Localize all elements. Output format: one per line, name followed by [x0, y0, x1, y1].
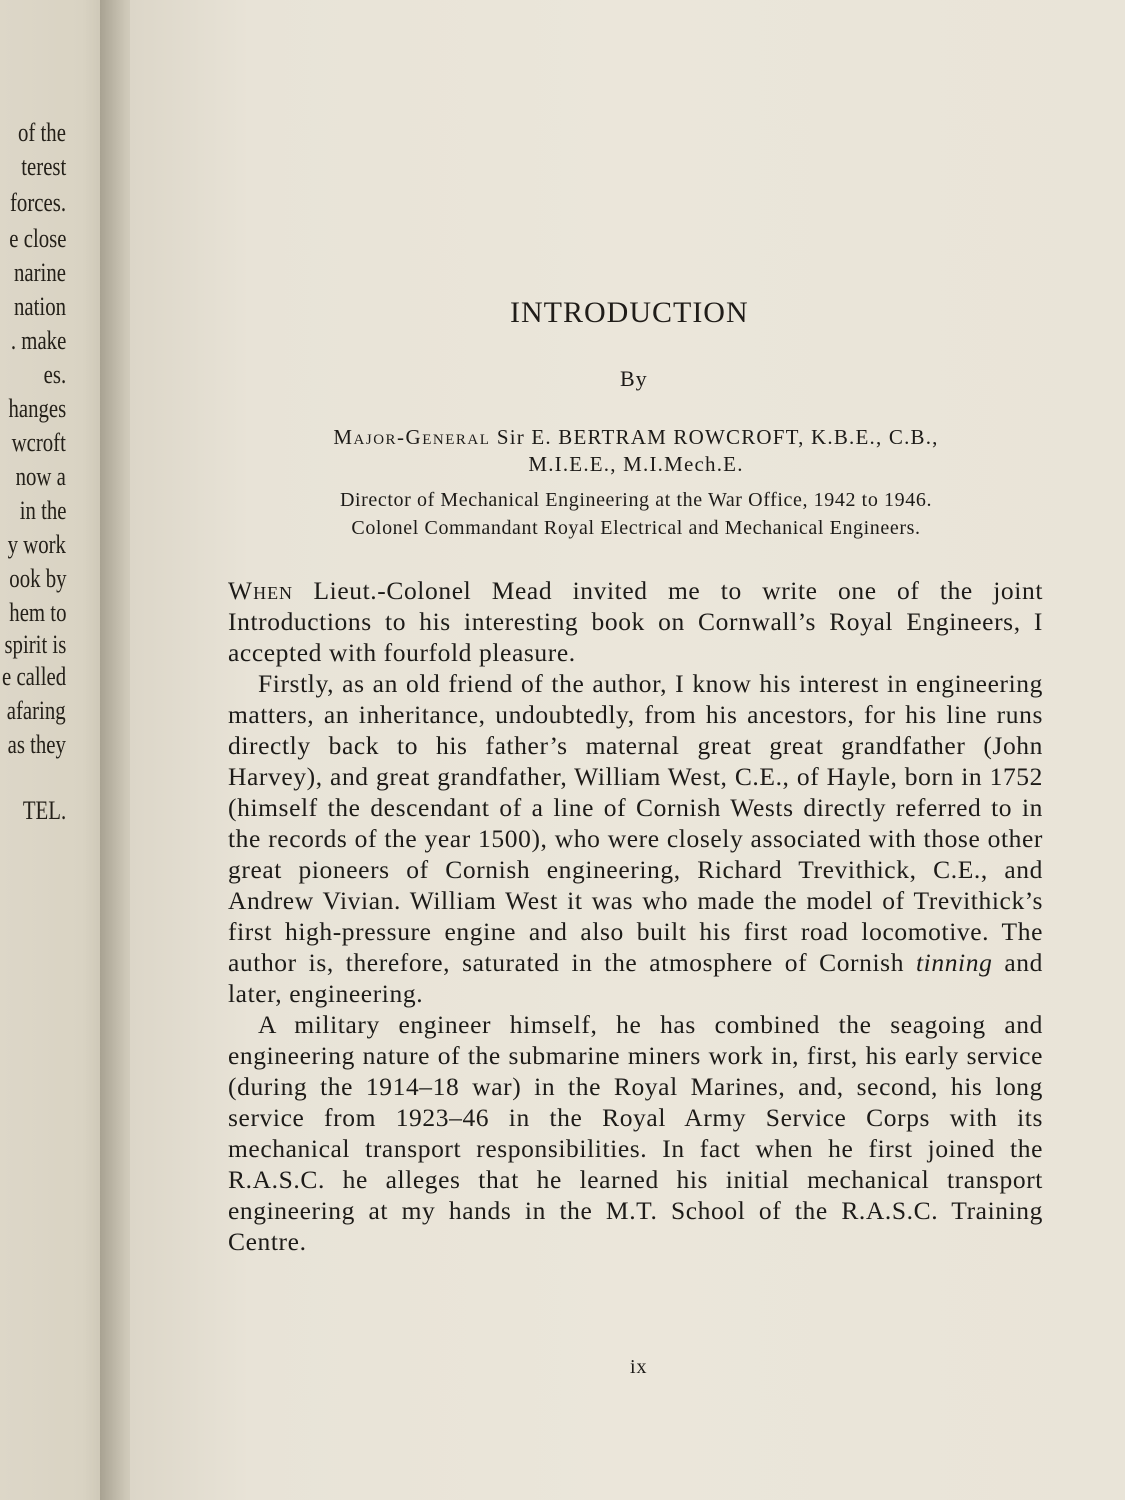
left-page-fragment: y work — [7, 530, 66, 559]
left-page-fragment: in the — [19, 496, 66, 525]
body-text — [228, 575, 1043, 1257]
paragraph-text: Lieut.-Colonel Mead invited me to write one of the joint Introductions to his interesting book on Cornwall’s Royal Engineers, I accepted with fourfold pleasure. — [228, 576, 1043, 667]
left-page-fragment: . make — [10, 326, 66, 355]
left-page-fragment: ook by — [8, 564, 66, 593]
author-qualifications: M.I.E.E., M.I.Mech.E. — [528, 452, 744, 476]
author-role-block — [226, 486, 1046, 542]
left-page-fragment: e close — [8, 224, 66, 253]
left-page-fragment: nation — [14, 292, 66, 321]
left-page-fragment: terest — [20, 152, 66, 181]
left-page-fragment: es. — [43, 360, 66, 389]
author-name: Sir E. BERTRAM ROWCROFT, K.B.E., C.B., — [496, 425, 939, 449]
left-page-fragment: afaring — [7, 696, 66, 725]
left-page-fragment: hanges — [8, 394, 66, 423]
left-page-fragment: spirit is — [4, 630, 66, 659]
author-role-line: Colonel Commandant Royal Electrical and Mechanical Engineers. — [351, 517, 921, 539]
byline-label: By — [620, 366, 648, 391]
paragraph-lead-word: When — [228, 576, 294, 605]
paragraph-text: Firstly, as an old friend of the author, I know his interest in engineering matters, an inheritance, undoubtedly, from his ancestors, for his line runs directly back to his father’s maternal great great grandfather (John Harvey), and great grandfather, William West, C.E., of Hayle, born in 1752 (himself the descendant of a line of Cornish Wests directly referred to in the records of the year 1500), who were closely associated with those other great pioneers of Cornish engineering, Richard Trevithick, C.E., and Andrew Vivian. William West it was who made the model of Trevithick’s first high-pressure engine and also built his first road locomotive. The author is, therefore, saturated in the atmosphere of Cornish — [228, 669, 1043, 977]
author-role-line: Director of Mechanical Engineering at the War Office, 1942 to 1946. — [339, 489, 933, 511]
paragraph: A military engineer himself, he has combined the seagoing and engineering nature of the submarine miners work in, first, his early service (during the 1914–18 war) in the Royal Marines, and, second, his long service from 1923–46 in the Royal Army Service Corps with its mechanical transport responsibilities. In fact when he first joined the R.A.S.C. he alleges that he learned his initial mechanical transport engineering at my hands in the M.T. School of the R.A.S.C. Training Centre. — [228, 1010, 1043, 1256]
left-page-fragment: e called — [1, 662, 66, 691]
author-block — [226, 424, 1046, 478]
paragraph-text: and later, engineering. — [228, 948, 1043, 1008]
left-page-fragment: hem to — [8, 598, 66, 627]
page-number: ix — [630, 1356, 648, 1378]
page-title: INTRODUCTION — [510, 296, 749, 329]
left-page-fragment: as they — [7, 730, 66, 759]
left-page-fragment: narine — [14, 258, 66, 287]
right-page — [130, 0, 1125, 1500]
left-page-fragment: TEL. — [22, 796, 66, 825]
left-page-fragment: wcroft — [11, 428, 66, 457]
author-line — [226, 424, 1046, 451]
left-page-fragment: now a — [15, 462, 66, 491]
left-page-fragment: of the — [18, 118, 66, 147]
paragraph — [228, 575, 1043, 668]
paragraph — [228, 668, 1043, 1009]
author-rank: Major-General — [333, 425, 491, 449]
left-page-fragment: forces. — [9, 188, 66, 217]
italic-term: tinning — [915, 948, 993, 977]
